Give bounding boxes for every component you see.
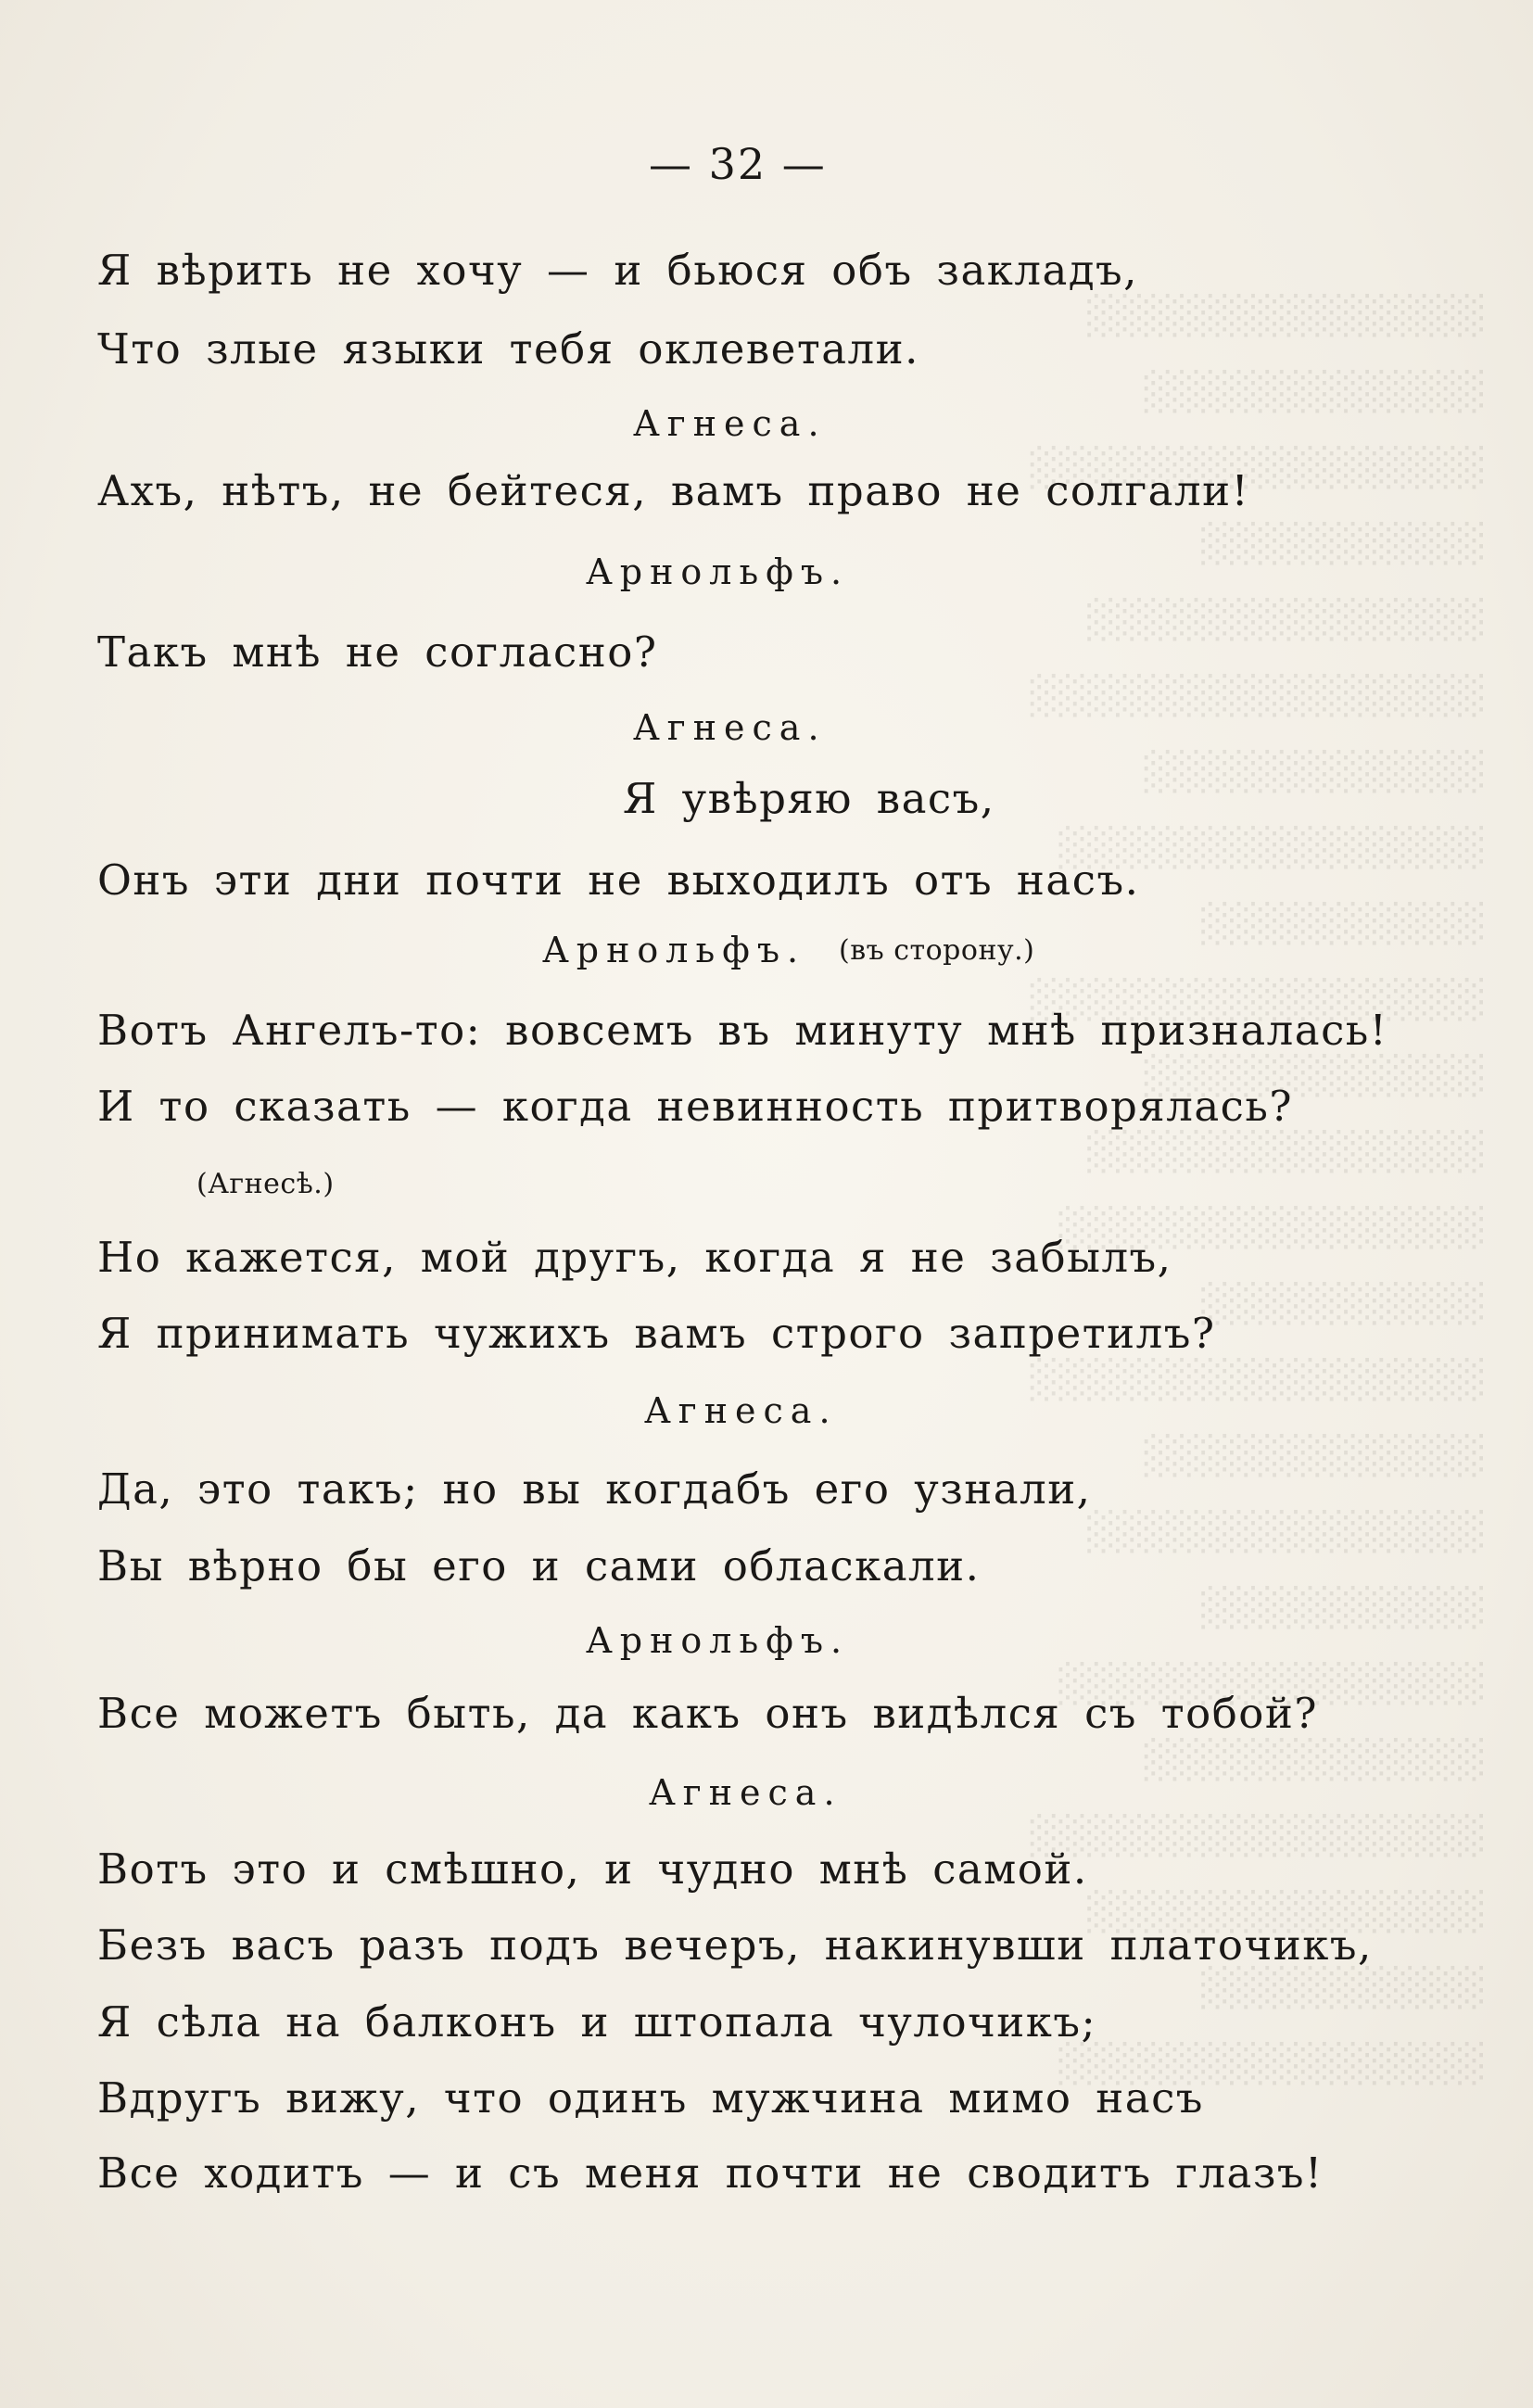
speaker-name: Арнольфъ. [586, 1620, 850, 1661]
verse-line: Безъ васъ разъ подъ вечеръ, накинувши платочикъ, [97, 1920, 1373, 1970]
verse-line: Онъ эти дни почти не выходилъ отъ насъ. [97, 855, 1140, 905]
speaker-name: Агнеса. [633, 403, 827, 444]
verse-line: Я сѣла на балконъ и штопала чулочикъ; [97, 1997, 1097, 2047]
verse-line: Я увѣряю васъ, [623, 774, 995, 823]
verse-line: Вотъ Ангелъ-то: вовсемъ въ минуту мнѣ призналась! [97, 1006, 1388, 1055]
verse-line: Но кажется, мой другъ, когда я не забылъ, [97, 1233, 1172, 1282]
speaker-name: Агнеса. [649, 1772, 843, 1813]
verse-line: И то сказать — когда невинность притворялась? [97, 1082, 1293, 1131]
verse-line: Все ходитъ — и съ меня почти не сводитъ глазъ! [97, 2148, 1324, 2198]
bleed-through-texture: ░░░░░░░░░░░░░░ ░░░░░░░░░░░░ ░░░░░░░░░░░░░░░░ ░░░░░░░░░░ ░░░░░░░░░░░░░░ ░░░░░░░░░░░░░░░░ ░░░░░░░░░░░░ ░░░░░░░░░░░░░░░ ░░░░░░░░░░ ░░░░░░░░░░░░░░░░ ░░░░░░░░░░░░ ░░░░░░░░░░░░░░ ░░░░░░░░░░░░░░░ ░░░░░░░░░░ ░░░░░░░░░░░░░░░░ ░░░░░░░░░░░░ ░░░░░░░░░░░░░░ ░░░░░░░░░░ ░░░░░░░░░░░░░░░ ░░░░░░░░░░░░ ░░░░░░░░░░░░░░░░ ░░░░░░░░░░░░░░ ░░░░░░░░░░ ░░░░░░░░░░░░░░░ [1026, 295, 1483, 2085]
verse-line: Вдругъ вижу, что одинъ мужчина мимо насъ [97, 2073, 1204, 2123]
stage-direction: (Агнесѣ.) [196, 1168, 335, 1200]
verse-line: Вы вѣрно бы его и сами обласкали. [97, 1541, 981, 1591]
verse-line: Вотъ это и смѣшно, и чудно мнѣ самой. [97, 1844, 1088, 1894]
page-number: — 32 — [649, 139, 827, 189]
speaker-name: Арнольфъ. [542, 930, 806, 970]
verse-line: Я вѣрить не хочу — и бьюся объ закладъ, [97, 246, 1138, 295]
verse-line: Да, это такъ; но вы когдабъ его узнали, [97, 1464, 1092, 1514]
verse-line: Я принимать чужихъ вамъ строго запретилъ? [97, 1309, 1216, 1358]
verse-line: Такъ мнѣ не согласно? [97, 627, 658, 677]
stage-direction: (въ сторону.) [839, 934, 1035, 967]
speaker-name: Агнеса. [633, 707, 827, 748]
verse-line: Ахъ, нѣтъ, не бейтеся, вамъ право не солгали! [97, 466, 1250, 515]
verse-line: Все можетъ быть, да какъ онъ видѣлся съ тобой? [97, 1689, 1319, 1738]
verse-line: Что злые языки тебя оклеветали. [97, 324, 919, 374]
speaker-name: Агнеса. [644, 1390, 838, 1431]
speaker-name: Арнольфъ. [586, 551, 850, 592]
